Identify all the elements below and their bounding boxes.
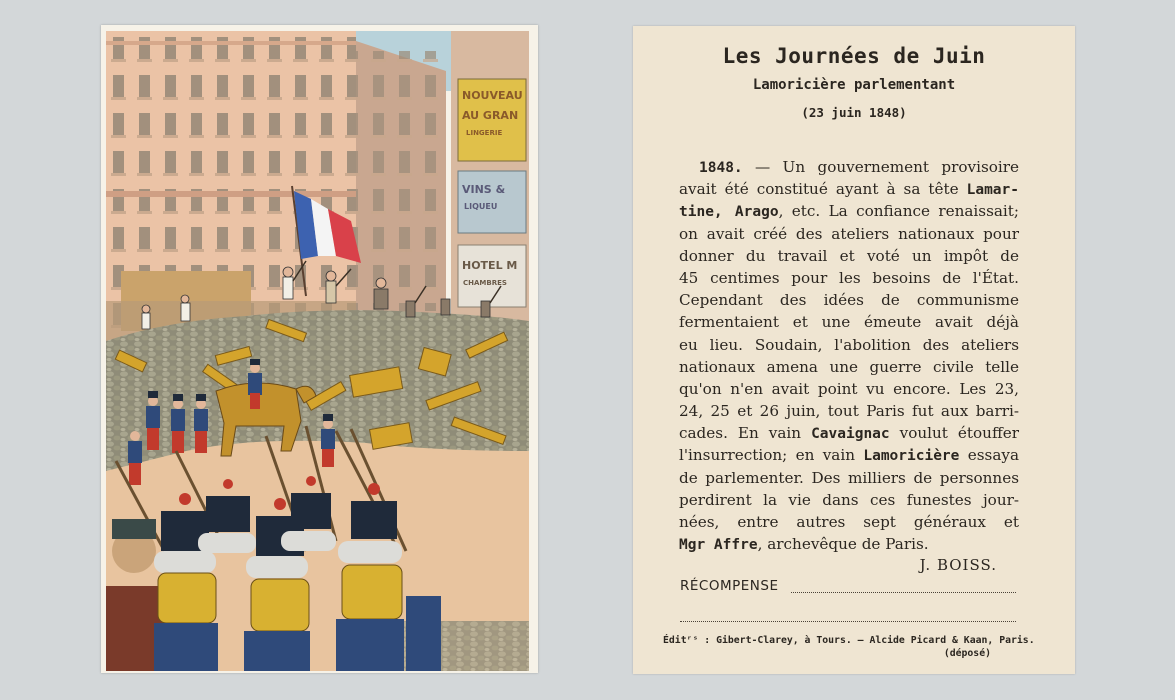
barricade-illustration bbox=[106, 31, 529, 671]
body-segment: , archevêque de Paris. bbox=[757, 535, 929, 554]
right-building-signs bbox=[451, 31, 529, 331]
publisher-line: Éditʳˢ : Gibert-Clarey, à Tours. — Alcide Picard & Kaan, Paris. bbox=[663, 635, 1035, 646]
body-text bbox=[679, 156, 1019, 555]
body-bold-segment: Lamoricière bbox=[863, 448, 960, 465]
dotted-line bbox=[680, 621, 1016, 622]
body-line bbox=[679, 400, 1019, 422]
body-segment: qu'on n'en avait point vu encore. Les 23, bbox=[679, 379, 1019, 398]
body-bold-segment: Lamar- bbox=[966, 182, 1019, 199]
body-bold-segment: Cavaignac bbox=[811, 426, 890, 443]
sign-au-gran: AU GRAN bbox=[462, 109, 519, 122]
body-line bbox=[679, 334, 1019, 356]
body-segment: on avait créé des ateliers nationaux pour bbox=[679, 224, 1019, 243]
body-segment: nées, entre autres sept généraux et bbox=[679, 513, 1019, 531]
body-segment: Cependant des idées de communisme bbox=[679, 291, 1019, 310]
body-line bbox=[679, 378, 1019, 400]
body-line bbox=[679, 444, 1019, 466]
body-line bbox=[679, 289, 1019, 311]
body-segment: de parlementer. Des milliers de personnes bbox=[679, 468, 1019, 487]
body-line bbox=[679, 533, 1019, 555]
card-subtitle: Lamoricière parlementant bbox=[752, 77, 956, 93]
body-line bbox=[679, 245, 1019, 267]
middle-building bbox=[356, 41, 446, 331]
body-segment: eu lieu. Soudain, l'abolition des ateliers bbox=[679, 335, 1019, 354]
sign-chambres: CHAMBRES bbox=[463, 279, 507, 287]
body-line bbox=[679, 267, 1019, 289]
body-segment: — Un gouvernement provisoire bbox=[742, 158, 1019, 176]
body-segment: nationaux amena une guerre civile telle bbox=[679, 357, 1019, 376]
body-line bbox=[679, 511, 1019, 533]
body-segment: 24, 25 et 26 juin, tout Paris fut aux barri- bbox=[679, 402, 1019, 421]
body-line bbox=[679, 356, 1019, 378]
body-line bbox=[679, 223, 1019, 245]
body-line bbox=[679, 311, 1019, 333]
body-line bbox=[679, 156, 1019, 178]
body-line bbox=[679, 489, 1019, 511]
body-segment: voulut étouffer bbox=[889, 424, 1019, 443]
body-line bbox=[679, 178, 1019, 200]
body-bold-segment: 1848. bbox=[699, 160, 743, 176]
recompense-label: RÉCOMPENSE bbox=[680, 578, 779, 594]
depose-note: (déposé) bbox=[943, 648, 991, 659]
card-title: Les Journées de Juin bbox=[722, 44, 986, 68]
card-date: (23 juin 1848) bbox=[801, 105, 907, 120]
body-segment: donner du travail et voté un impôt de bbox=[679, 246, 1019, 265]
body-line bbox=[679, 200, 1019, 222]
body-segment: 45 centimes pour les besoins de l'État. bbox=[679, 268, 1019, 287]
body-bold-segment: tine, Arago bbox=[679, 204, 779, 221]
sign-vins: VINS & bbox=[462, 183, 506, 196]
signature: J. BOISS. bbox=[919, 556, 997, 574]
sign-liqueurs: LIQUEU bbox=[464, 202, 498, 211]
sign-hotel: HOTEL M bbox=[462, 259, 518, 272]
body-segment: fermentaient et une émeute avait déjà bbox=[679, 313, 1019, 332]
body-segment: essaya bbox=[959, 446, 1020, 465]
body-bold-segment: Mgr Affre bbox=[679, 537, 758, 554]
body-segment: , etc. La confiance renaissait; bbox=[778, 202, 1019, 221]
body-segment: perdirent la vie dans ces funestes jour- bbox=[679, 490, 1019, 509]
recompense-dotted-line bbox=[791, 592, 1016, 593]
body-segment: avait été constitué ayant à sa tête bbox=[679, 180, 967, 199]
sign-nouveau: NOUVEAU bbox=[462, 89, 523, 102]
body-line bbox=[679, 422, 1019, 444]
body-segment: l'insurrection; en vain bbox=[679, 446, 864, 465]
body-line bbox=[679, 467, 1019, 489]
back-card-text bbox=[633, 26, 1075, 674]
front-card-illustration bbox=[101, 25, 538, 673]
body-segment: cades. En vain bbox=[679, 424, 812, 443]
sign-lingerie: LINGERIE bbox=[466, 129, 503, 137]
